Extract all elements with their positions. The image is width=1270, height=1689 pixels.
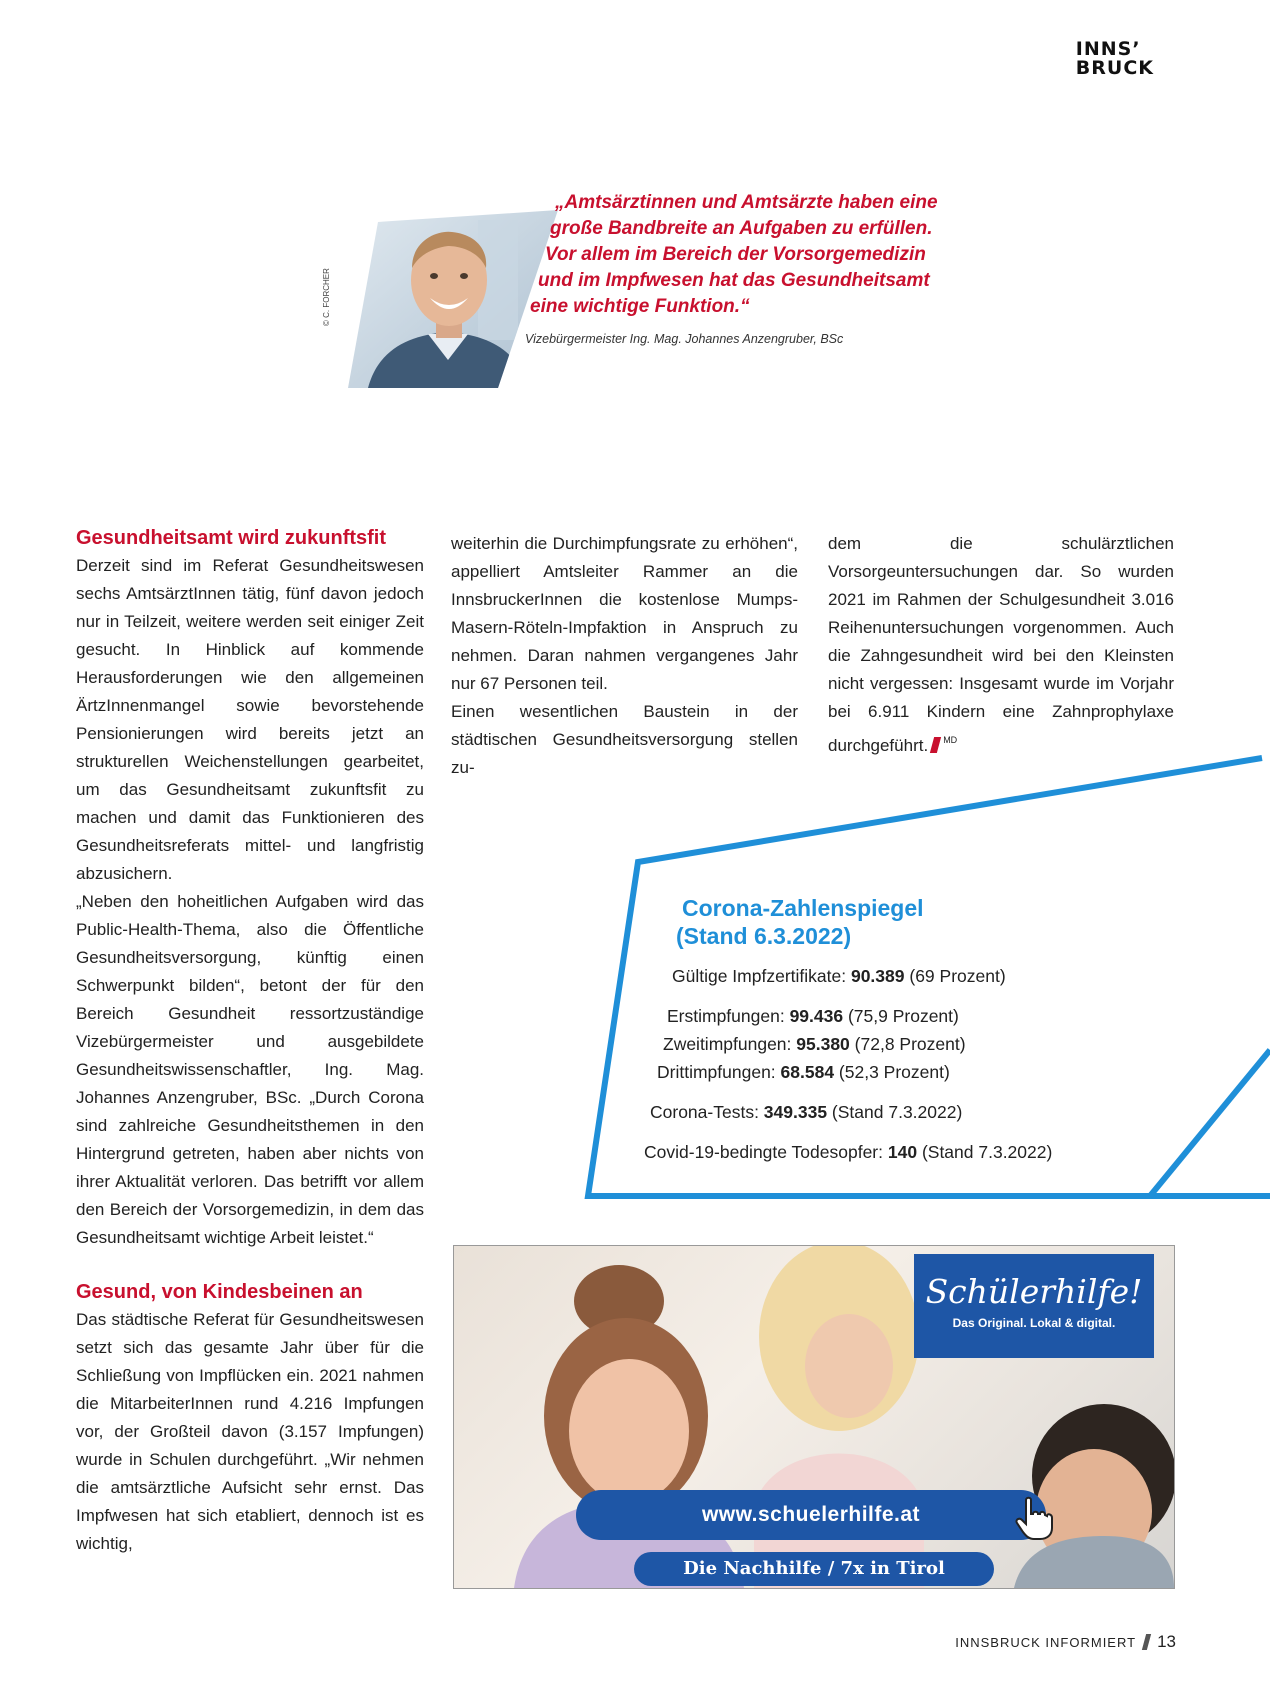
ad-url-link[interactable]: www.schuelerhilfe.at [576,1490,1046,1540]
paragraph: „Neben den hoheitlichen Aufgaben wird das Public-Health-Thema, also die Öffentliche Gesundheitsversorgung, künftig einen Schwerpunkt bilden“, betont der für den Bereich Gesundheit ressortzuständige Vizebürgermeister und ausgebildete Gesundheitswissenschaftler, Ing. Mag. Johannes Anzengruber, BSc. „Durch Corona sind zahlreiche Gesundheitsthemen in den Hintergrund getreten, haben aber nichts von ihrer Aktualität verloren. Das betrifft vor allem den Bereich der Vorsorgemedizin, in dem das Gesundheitsamt wichtige Arbeit leistet.“ [76,892,424,1247]
quote-author: Vizebürgermeister Ing. Mag. Johannes Anzengruber, BSc [525,332,844,346]
stat-corona-tests: Corona-Tests: 349.335 (Stand 7.3.2022) [650,1102,963,1122]
publication-name: INNSBRUCK INFORMIERT [955,1635,1137,1650]
footer-divider [1142,1634,1151,1650]
quote-line-2: große Bandbreite an Aufgaben zu erfüllen. [550,218,933,239]
paragraph: Einen wesentlichen Baustein in der städtischen Gesundheitsversorgung stellen zu- [451,702,798,777]
stat-impfzertifikate: Gültige Impfzertifikate: 90.389 (69 Prozent) [672,966,1006,986]
stat-todesopfer: Covid-19-bedingte Todesopfer: 140 (Stand 7.3.2022) [644,1142,1053,1162]
stat-zweitimpfungen: Zweitimpfungen: 95.380 (72,8 Prozent) [663,1034,966,1054]
page-number: 13 [1157,1632,1176,1651]
quote-line-5: eine wichtige Funktion.“ [530,296,750,317]
paragraph: dem die schulärztlichen Vorsorgeuntersuchungen dar. So wurden 2021 im Rahmen der Schulgesundheit 3.016 Reihenuntersuchungen vorgenommen. Auch die Zahngesundheit wird bei den Kleinsten nicht vergessen: Insgesamt wurde im Vorjahr bei 6.911 Kindern eine Zahnprophylaxe durchgeführt. $^{MD}$ [828,534,1174,755]
section-heading: Gesund, von Kindesbeinen an [76,1281,363,1303]
quote-line-4: und im Impfwesen hat das Gesundheitsamt [538,270,930,291]
stat-erstimpfungen: Erstimpfungen: 99.436 (75,9 Prozent) [667,1006,959,1026]
innsbruck-logo: INNS’ BRUCK [1075,38,1154,79]
ad-slogan: Die Nachhilfe / 7x in Tirol [634,1552,994,1586]
quote-line-3: Vor allem im Bereich der Vorsorgemedizin [545,244,926,265]
hand-pointer-icon [1014,1496,1054,1540]
section-heading: Gesundheitsamt wird zukunftsfit [76,527,387,549]
photo-credit: © C. FORCHER [322,268,331,326]
paragraph: Das städtische Referat für Gesundheitswesen setzt sich das gesamte Jahr über für die Schließung von Impflücken ein. 2021 nahmen die MitarbeiterInnen rund 4.216 Impfungen vor, der Großteil davon (3.157 Impfungen) wurde in Schulen durchgeführt. „Wir nehmen die amtsärztliche Aufsicht sehr ernst. Das Impfwesen hat sich etabliert, dennoch ist es wichtig, [76,1310,424,1553]
schuelerhilfe-ad[interactable] [453,1245,1175,1589]
paragraph: Derzeit sind im Referat Gesundheitswesen sechs AmtsärztInnen tätig, fünf davon jedoch nur in Teilzeit, weitere werden seit einiger Zeit gesucht. In Hinblick auf kommende Herausforderungen wie den allgemeinen ÄrtzInnenmangel sowie bevorstehende Pensionierungen wird bereits jetzt an strukturellen Weichenstellungen gearbeitet, um das Gesundheitsamt zukunftsfit zu machen und damit das Funktionieren des Gesundheitsreferats mittel- und langfristig abzusichern. [76,556,424,883]
schuelerhilfe-logo: Schülerhilfe! Das Original. Lokal & digital. [914,1254,1154,1358]
paragraph: weiterhin die Durchimpfungsrate zu erhöhen“, appelliert Amtsleiter Rammer an die InnsbruckerInnen die kostenlose Mumps-Masern-Röteln-Impfaktion in Anspruch zu nehmen. Daran nahmen vergangenes Jahr nur 67 Personen teil. [451,534,798,693]
stat-drittimpfungen: Drittimpfungen: 68.584 (52,3 Prozent) [657,1062,950,1082]
corona-title: Corona-Zahlenspiegel (Stand 6.3.2022) [676,895,924,949]
quote-line-1: „Amtsärztinnen und Amtsärzte haben eine [555,192,938,213]
page-footer [955,1632,1176,1652]
author-initials: MD [943,735,958,745]
